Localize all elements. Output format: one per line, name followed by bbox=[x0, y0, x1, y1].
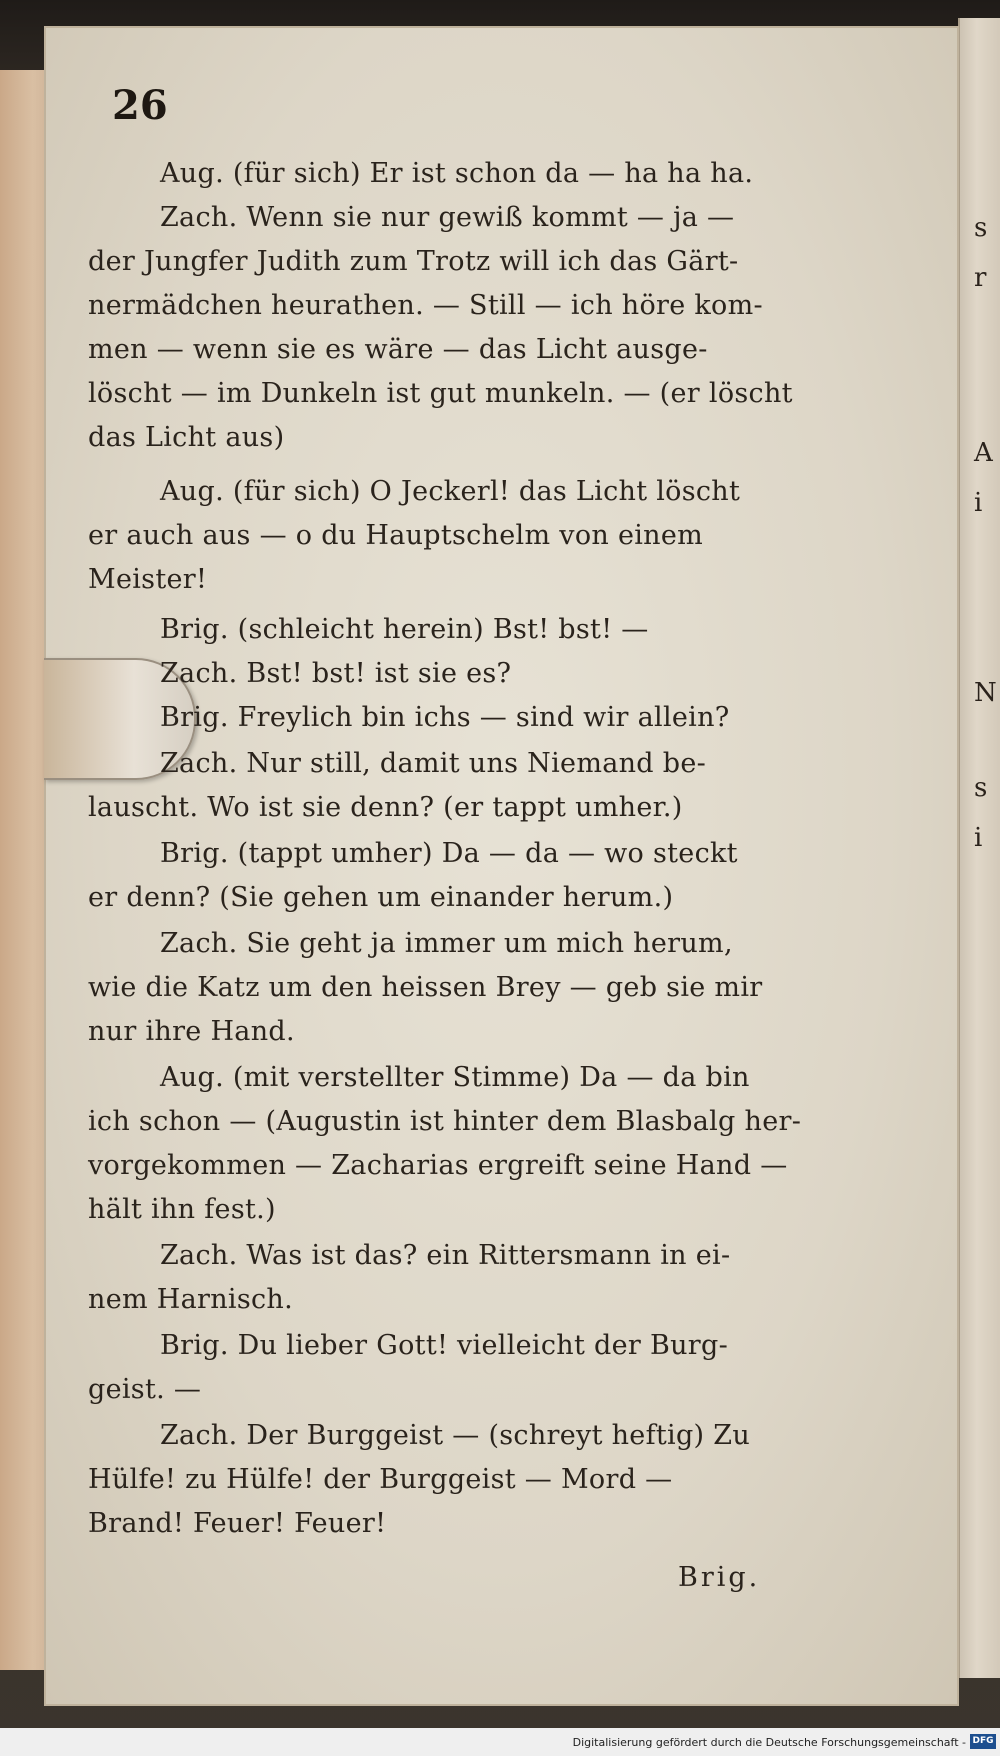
margin-letter: r bbox=[974, 263, 987, 293]
text-line: Meister! bbox=[88, 564, 208, 595]
text-line: Zach. Sie geht ja immer um mich herum, bbox=[160, 928, 733, 959]
margin-letter: s bbox=[974, 213, 988, 243]
margin-letter: i bbox=[974, 488, 983, 518]
margin-letter: i bbox=[974, 823, 983, 853]
text-line: nur ihre Hand. bbox=[88, 1016, 295, 1047]
text-line: Zach. Nur still, damit uns Niemand be- bbox=[160, 748, 707, 779]
text-line: Brig. (tappt umher) Da — da — wo steckt bbox=[160, 838, 738, 869]
margin-letter: A bbox=[974, 438, 993, 468]
text-line: das Licht aus) bbox=[88, 422, 285, 453]
footer-credit: Digitalisierung gefördert durch die Deutsche Forschungsgemeinschaft - bbox=[572, 1736, 966, 1749]
text-line: men — wenn sie es wäre — das Licht ausge- bbox=[88, 334, 708, 365]
text-line: hält ihn fest.) bbox=[88, 1194, 276, 1225]
catchword: Brig. bbox=[678, 1562, 761, 1593]
text-line: geist. — bbox=[88, 1374, 202, 1405]
text-line: Aug. (für sich) O Jeckerl! das Licht löscht bbox=[160, 476, 741, 507]
text-line: löscht — im Dunkeln ist gut munkeln. — (er löscht bbox=[88, 378, 793, 409]
text-line: vorgekommen — Zacharias ergreift seine Hand — bbox=[88, 1150, 788, 1181]
text-line: Brig. Freylich bin ichs — sind wir allein? bbox=[160, 702, 730, 733]
dfg-logo: DFG bbox=[970, 1734, 996, 1749]
facing-page-edge bbox=[958, 18, 1000, 1678]
text-line: nermädchen heurathen. — Still — ich höre kom- bbox=[88, 290, 763, 321]
text-line: ich schon — (Augustin ist hinter dem Blasbalg her- bbox=[88, 1106, 802, 1137]
text-line: lauscht. Wo ist sie denn? (er tappt umher.) bbox=[88, 792, 683, 823]
text-line: wie die Katz um den heissen Brey — geb sie mir bbox=[88, 972, 763, 1003]
facing-page-margin-text bbox=[968, 18, 1000, 1678]
text-line: Brand! Feuer! Feuer! bbox=[88, 1508, 387, 1539]
text-line: Zach. Bst! bst! ist sie es? bbox=[160, 658, 512, 689]
text-line: Brig. Du lieber Gott! vielleicht der Burg- bbox=[160, 1330, 728, 1361]
text-line: nem Harnisch. bbox=[88, 1284, 293, 1315]
margin-letter: N bbox=[974, 678, 997, 708]
text-line: Hülfe! zu Hülfe! der Burggeist — Mord — bbox=[88, 1464, 673, 1495]
text-line: Brig. (schleicht herein) Bst! bst! — bbox=[160, 614, 649, 645]
text-line: der Jungfer Judith zum Trotz will ich das Gärt- bbox=[88, 246, 739, 277]
page-number: 26 bbox=[112, 82, 168, 129]
text-line: Aug. (für sich) Er ist schon da — ha ha ha. bbox=[160, 158, 754, 189]
text-line: Aug. (mit verstellter Stimme) Da — da bin bbox=[160, 1062, 750, 1093]
text-line: er denn? (Sie gehen um einander herum.) bbox=[88, 882, 674, 913]
digitization-footer bbox=[0, 1728, 1000, 1756]
text-line: er auch aus — o du Hauptschelm von einem bbox=[88, 520, 704, 551]
text-line: Zach. Der Burggeist — (schreyt heftig) Zu bbox=[160, 1420, 751, 1451]
text-line: Zach. Was ist das? ein Rittersmann in ei- bbox=[160, 1240, 731, 1271]
text-line: Zach. Wenn sie nur gewiß kommt — ja — bbox=[160, 202, 735, 233]
margin-letter: s bbox=[974, 773, 988, 803]
